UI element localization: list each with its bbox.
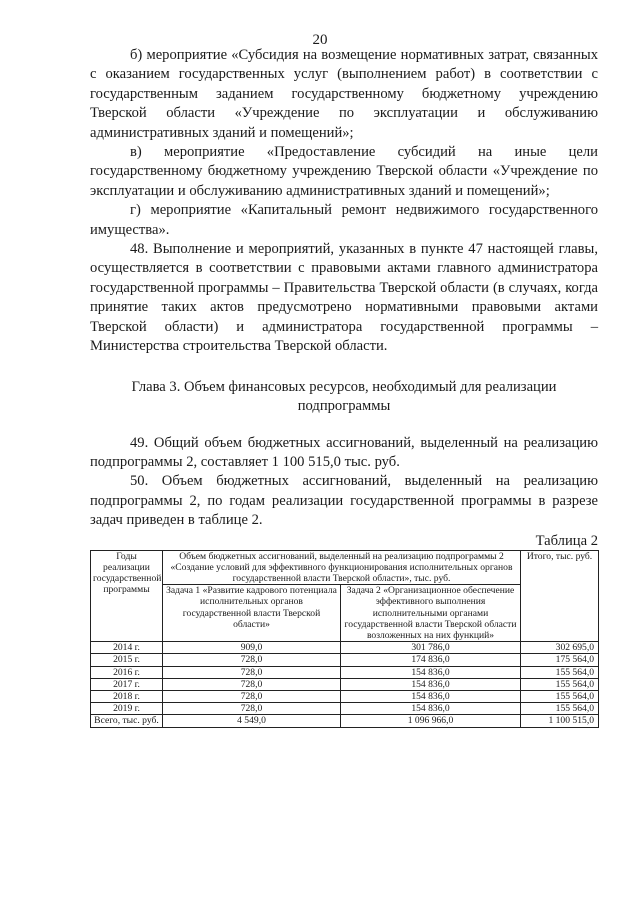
row-year: 2014 г.	[91, 642, 163, 654]
row-year: 2018 г.	[91, 690, 163, 702]
row-task2: 154 836,0	[341, 678, 521, 690]
chapter-heading-line2: подпрограммы	[297, 397, 391, 414]
row-task2: 154 836,0	[341, 666, 521, 678]
row-task1: 728,0	[163, 703, 341, 715]
paragraph-48: 48. Выполнение и мероприятий, указанных в пункте 47 настоящей главы, осуществляется в соответствии с правовыми актами главного администратора государственной программы – Правительства Тверской области (в случаях, когда принятие таких актов предусмотрено нормативными правовыми актами Тверской области) и администратора государственной программы – Министерства строительства Тверской области.	[90, 241, 598, 355]
paragraph-50: 50. Объем бюджетных ассигнований, выделенный на реализацию подпрограммы 2, по годам реализации государственной программы в разрезе задач приведен в таблице 2.	[90, 473, 598, 529]
row-total: 302 695,0	[521, 642, 599, 654]
table-row-total	[91, 715, 599, 727]
header-total: Итого, тыс. руб.	[521, 550, 599, 642]
row-task1: 728,0	[163, 690, 341, 702]
row-year: 2015 г.	[91, 654, 163, 666]
page-number: 20	[312, 32, 328, 48]
row-task1: 4 549,0	[163, 715, 341, 727]
header-task2: Задача 2 «Организационное обеспечение эффективного выполнения исполнительными органами государственной власти Тверской области возложенных на них функций»	[341, 585, 521, 642]
paragraph-v: в) мероприятие «Предоставление субсидий на иные цели государственному бюджетному учреждению Тверской области «Учреждение по эксплуатации и обслуживанию административных зданий и помещений»;	[90, 144, 598, 199]
table-row	[91, 703, 599, 715]
row-task1: 909,0	[163, 642, 341, 654]
row-total: 155 564,0	[521, 666, 599, 678]
row-task2: 154 836,0	[341, 703, 521, 715]
table-caption: Таблица 2	[535, 532, 598, 549]
row-task1: 728,0	[163, 678, 341, 690]
paragraph-g: г) мероприятие «Капитальный ремонт недвижимого государственного имущества».	[90, 202, 598, 238]
row-total: 155 564,0	[521, 678, 599, 690]
budget-table	[90, 550, 599, 728]
header-years: Годы реализации государственной программы	[91, 550, 163, 642]
header-group: Объем бюджетных ассигнований, выделенный на реализацию подпрограммы 2 «Создание условий для эффективного функционирования исполнительных органов государственной власти Тверской области», тыс. руб.	[163, 550, 521, 585]
row-task1: 728,0	[163, 654, 341, 666]
row-task1: 728,0	[163, 666, 341, 678]
row-task2: 174 836,0	[341, 654, 521, 666]
row-year: Всего, тыс. руб.	[91, 715, 163, 727]
table-row	[91, 678, 599, 690]
row-year: 2017 г.	[91, 678, 163, 690]
chapter-heading	[90, 378, 598, 416]
table-row	[91, 690, 599, 702]
header-task1: Задача 1 «Развитие кадрового потенциала исполнительных органов государственной власти Тверской области»	[163, 585, 341, 642]
row-total: 1 100 515,0	[521, 715, 599, 727]
table-row	[91, 642, 599, 654]
paragraph-49: 49. Общий объем бюджетных ассигнований, выделенный на реализацию подпрограммы 2, составляет 1 100 515,0 тыс. руб.	[90, 434, 598, 470]
row-total: 175 564,0	[521, 654, 599, 666]
row-year: 2016 г.	[91, 666, 163, 678]
table-row	[91, 666, 599, 678]
row-task2: 301 786,0	[341, 642, 521, 654]
table-row	[91, 654, 599, 666]
chapter-heading-line1: Глава 3. Объем финансовых ресурсов, необходимый для реализации	[131, 378, 557, 395]
row-task2: 154 836,0	[341, 690, 521, 702]
row-total: 155 564,0	[521, 690, 599, 702]
document-body	[90, 46, 598, 728]
row-task2: 1 096 966,0	[341, 715, 521, 727]
row-total: 155 564,0	[521, 703, 599, 715]
paragraph-b: б) мероприятие «Субсидия на возмещение нормативных затрат, связанных с оказанием государственных услуг (выполнением работ) в соответствии с государственным заданием государственному бюджетному учреждению Тверской области «Учреждение по эксплуатации и обслуживанию административных зданий и помещений»;	[90, 47, 598, 141]
row-year: 2019 г.	[91, 703, 163, 715]
